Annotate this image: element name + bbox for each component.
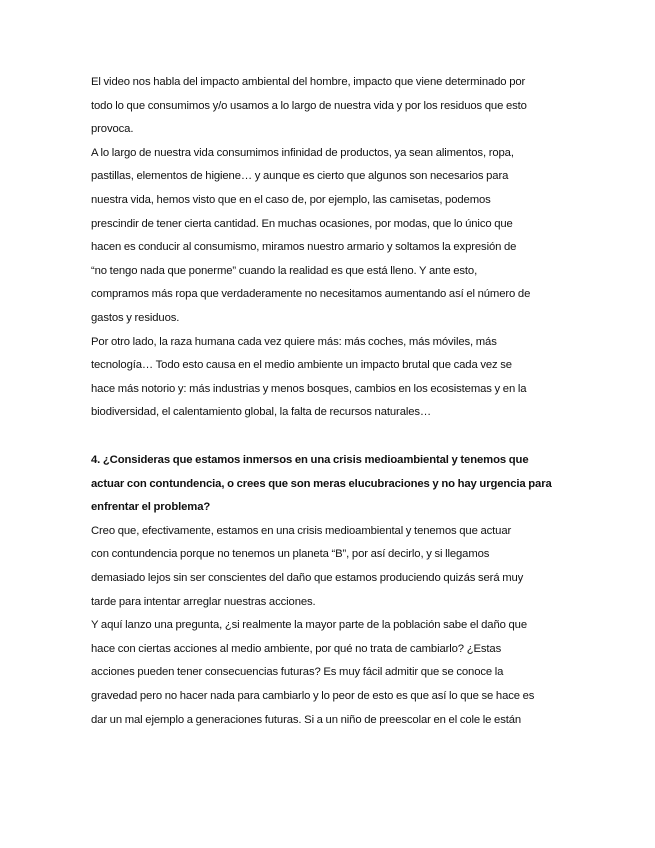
text-line: hacen es conducir al consumismo, miramos nuestro armario y soltamos la expresión de	[91, 241, 517, 254]
body-paragraphs	[91, 71, 576, 425]
text-line: tecnología… Todo esto causa en el medio ambiente un impacto brutal que cada vez se	[91, 359, 512, 372]
text-line: gastos y residuos.	[91, 311, 180, 324]
answer-line: demasiado lejos sin ser conscientes del daño que estamos produciendo quizás será muy	[91, 571, 524, 584]
answer-line: Y aquí lanzo una pregunta, ¿si realmente la mayor parte de la población sabe el daño que	[91, 619, 527, 632]
text-line: A lo largo de nuestra vida consumimos infinidad de productos, ya sean alimentos, ropa,	[91, 146, 514, 159]
text-line: todo lo que consumimos y/o usamos a lo largo de nuestra vida y por los residuos que esto	[91, 99, 527, 112]
question-heading-line: actuar con contundencia, o crees que son meras elucubraciones y no hay urgencia para	[91, 477, 552, 490]
text-line: hace más notorio y: más industrias y menos bosques, cambios en los ecosistemas y en la	[91, 382, 527, 395]
answer-line: tarde para intentar arreglar nuestras acciones.	[91, 595, 316, 608]
text-line: “no tengo nada que ponerme” cuando la realidad es que está lleno. Y ante esto,	[91, 264, 478, 277]
answer-line: dar un mal ejemplo a generaciones futuras. Si a un niño de preescolar en el cole le están	[91, 713, 522, 726]
answer-line: gravedad pero no hacer nada para cambiarlo y lo peor de esto es que así lo que se hace es	[91, 689, 535, 702]
answer-line: acciones pueden tener consecuencias futuras? Es muy fácil admitir que se conoce la	[91, 666, 504, 679]
answer-line: hace con ciertas acciones al medio ambiente, por qué no trata de cambiarlo? ¿Estas	[91, 642, 502, 655]
text-line: biodiversidad, el calentamiento global, la falta de recursos naturales…	[91, 406, 432, 419]
text-line: Por otro lado, la raza humana cada vez quiere más: más coches, más móviles, más	[91, 335, 497, 348]
text-line: nuestra vida, hemos visto que en el caso de, por ejemplo, las camisetas, podemos	[91, 193, 491, 206]
question-heading-line: enfrentar el problema?	[91, 501, 211, 514]
text-line: pastillas, elementos de higiene… y aunque es cierto que algunos son necesarios para	[91, 170, 509, 183]
text-line: prescindir de tener cierta cantidad. En muchas ocasiones, por modas, que lo único que	[91, 217, 513, 230]
question-heading-line: 4. ¿Consideras que estamos inmersos en una crisis medioambiental y tenemos que	[91, 454, 529, 466]
answer-line: con contundencia porque no tenemos un planeta “B”, por así decirlo, y si llegamos	[91, 548, 490, 561]
text-line: compramos más ropa que verdaderamente no necesitamos aumentando así el número de	[91, 288, 531, 301]
text-line: El video nos habla del impacto ambiental del hombre, impacto que viene determinado por	[91, 76, 526, 88]
answer-line: Creo que, efectivamente, estamos en una crisis medioambiental y tenemos que actuar	[91, 524, 512, 537]
text-line: provoca.	[91, 123, 134, 136]
question-section	[91, 449, 576, 732]
